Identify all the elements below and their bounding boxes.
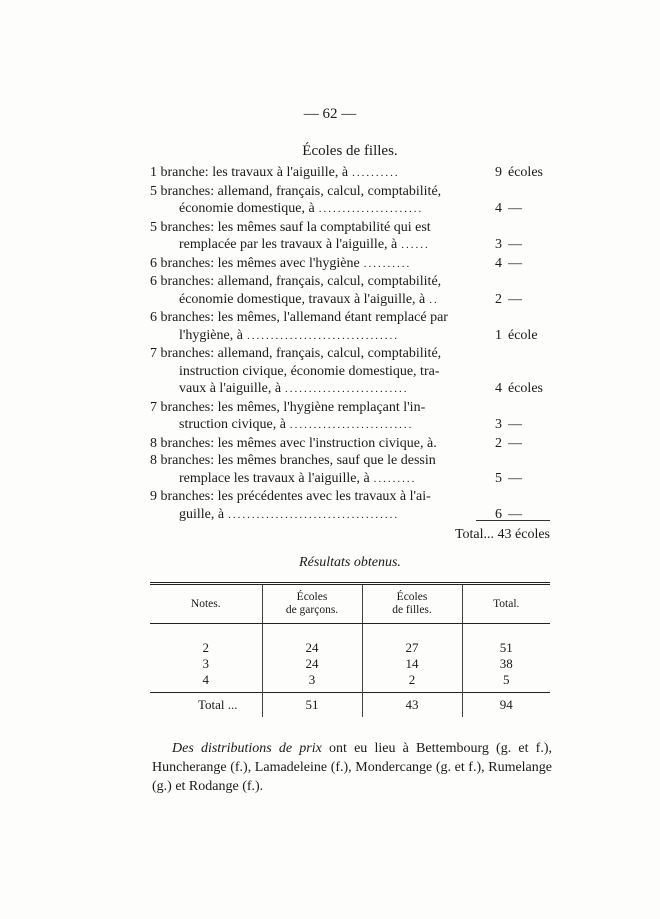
leader-dots: ......: [401, 239, 430, 251]
entry-count: [482, 380, 550, 398]
count-number: 3: [495, 237, 502, 252]
entry-line: [150, 273, 550, 291]
entry-line: [150, 164, 550, 183]
cell: 24: [262, 656, 362, 672]
table-row: [150, 624, 550, 657]
count-unit: écoles: [508, 381, 543, 396]
table-row: [150, 672, 550, 693]
cell: 3: [262, 672, 362, 693]
count-number: 4: [495, 255, 502, 271]
entry-line: [150, 309, 550, 327]
entry-text: 8 branches: les mêmes avec l'instruction civique, à.: [150, 435, 437, 451]
cell: 51: [262, 693, 362, 718]
leader-dots: ................................: [246, 329, 399, 342]
count-unit: écoles: [508, 165, 543, 180]
entry-line: [150, 416, 550, 435]
results-table: [150, 582, 550, 717]
page-number: — 62 —: [303, 106, 357, 122]
list-item: [150, 273, 550, 309]
count-unit: —: [508, 506, 522, 522]
entry-text: 1 branche: les travaux à l'aiguille, à: [150, 165, 349, 180]
table-row: [150, 656, 550, 672]
entry-line: [150, 345, 550, 363]
count-unit: —: [508, 435, 522, 451]
entry-text: 6 branches: allemand, français, calcul, comptabilité,: [150, 274, 442, 289]
results-header-row: [150, 584, 550, 624]
cell: 5: [503, 672, 510, 687]
entry-line: [150, 291, 550, 310]
cell: 2: [150, 624, 262, 657]
leader-dots: ....................................: [228, 508, 400, 521]
entries-list: [150, 164, 550, 524]
entry-text: 9 branches: les précédentes avec les travaux à l'ai-: [150, 489, 431, 504]
count-unit: —: [508, 201, 522, 216]
entry-line: [150, 488, 550, 506]
results-title: Résultats obtenus.: [299, 555, 401, 570]
entry-count: [482, 255, 550, 273]
cell: 27: [362, 624, 462, 657]
leader-dots: ..........: [352, 167, 400, 179]
cell: 2: [362, 672, 462, 693]
list-item: [150, 345, 550, 399]
list-item: [150, 488, 550, 524]
entry-text: 5 branches: allemand, français, calcul, comptabilité,: [150, 183, 442, 199]
leader-dots: ......................: [318, 203, 424, 215]
entry-text: remplacée par les travaux à l'aiguille, à: [179, 237, 398, 252]
entry-line: [150, 452, 550, 470]
entry-line: [150, 380, 550, 399]
entry-count: [482, 200, 550, 218]
cell: 51: [499, 640, 513, 655]
entry-text: 6 branches: les mêmes, l'allemand étant remplacé par: [150, 310, 448, 325]
entry-line: [150, 183, 550, 201]
entry-text: struction civique, à: [179, 417, 286, 432]
entry-text: 7 branches: allemand, français, calcul, comptabilité,: [150, 346, 442, 361]
entry-text: 7 branches: les mêmes, l'hygiène remplaçant l'in-: [150, 399, 426, 415]
leader-dots: ..: [429, 293, 439, 306]
closing-italic: Des distributions de prix: [172, 741, 322, 756]
count-number: 4: [495, 381, 502, 396]
header-total: Total.: [462, 584, 550, 624]
entry-text: guille, à: [179, 506, 225, 522]
count-number: 2: [495, 435, 502, 451]
entry-count: [482, 435, 550, 453]
cell: 4: [150, 672, 262, 693]
entry-line: [150, 236, 550, 255]
cell: 24: [262, 624, 362, 657]
entry-line: [150, 470, 550, 489]
count-number: 3: [495, 417, 502, 432]
list-item: [150, 435, 550, 453]
entry-count: [482, 164, 550, 182]
entry-text: l'hygiène, à: [179, 327, 243, 343]
list-item: [150, 219, 550, 255]
entry-line: [150, 435, 550, 453]
header-notes: Notes.: [150, 584, 262, 624]
list-item: [150, 452, 550, 488]
section-title: Écoles de filles.: [302, 143, 398, 159]
entry-count: [482, 470, 550, 488]
count-number: 5: [495, 470, 502, 486]
count-unit: —: [508, 237, 522, 252]
cell: Total ...: [150, 693, 262, 718]
table-total-row: [150, 693, 550, 718]
cell: 14: [362, 656, 462, 672]
count-number: 6: [495, 506, 502, 522]
list-item: [150, 309, 550, 345]
entry-line: [150, 327, 550, 346]
cell: 3: [150, 656, 262, 672]
entry-text: remplace les travaux à l'aiguille, à: [179, 470, 370, 486]
count-number: 9: [495, 165, 502, 180]
count-unit: —: [508, 255, 522, 271]
header-garcons: Écoles de garçons.: [262, 584, 362, 624]
total-rule: [476, 520, 550, 521]
entry-text: vaux à l'aiguille, à: [179, 381, 282, 396]
entry-text: instruction civique, économie domestique, tra-: [179, 363, 440, 379]
list-item: [150, 399, 550, 435]
entry-text: économie domestique, à: [179, 201, 315, 216]
entry-text: 6 branches: les mêmes avec l'hygiène: [150, 255, 360, 271]
list-item: [150, 164, 550, 183]
cell: 38: [499, 656, 513, 671]
list-item: [150, 255, 550, 274]
leader-dots: .........: [373, 472, 417, 485]
cell: 43: [362, 693, 462, 718]
closing-text: ont eu lieu à Bettembourg (g. et f.), Huncherange (f.), Lamadeleine (f.), Mondercange (g. et f.), Rumelange (g.) et Rodange (f.).: [152, 741, 552, 794]
entry-count: [482, 416, 550, 434]
entry-text: économie domestique, travaux à l'aiguille, à: [179, 291, 426, 307]
entry-line: [150, 363, 550, 381]
entry-count: [482, 236, 550, 254]
entry-count: [482, 291, 550, 309]
closing-paragraph: [152, 739, 552, 796]
count-unit: —: [508, 417, 522, 432]
header-filles: Écoles de filles.: [362, 584, 462, 624]
count-number: 2: [495, 291, 502, 307]
entry-text: 8 branches: les mêmes branches, sauf que le dessin: [150, 453, 436, 468]
total-line: Total... 43 écoles: [454, 527, 550, 542]
entry-count: [482, 327, 550, 345]
entry-line: [150, 200, 550, 219]
count-unit: —: [508, 291, 522, 307]
leader-dots: ..........................: [289, 419, 414, 431]
leader-dots: ..........: [363, 257, 412, 270]
entry-line: [150, 506, 550, 525]
entry-text: 5 branches: les mêmes sauf la comptabilité qui est: [150, 219, 431, 235]
cell: 94: [462, 693, 550, 718]
entry-line: [150, 255, 550, 274]
entry-line: [150, 399, 550, 417]
count-number: 4: [495, 201, 502, 216]
entry-line: [150, 219, 550, 237]
count-unit: école: [508, 327, 538, 343]
list-item: [150, 183, 550, 219]
count-unit: —: [508, 470, 522, 486]
leader-dots: ..........................: [285, 383, 409, 395]
count-number: 1: [495, 327, 502, 343]
